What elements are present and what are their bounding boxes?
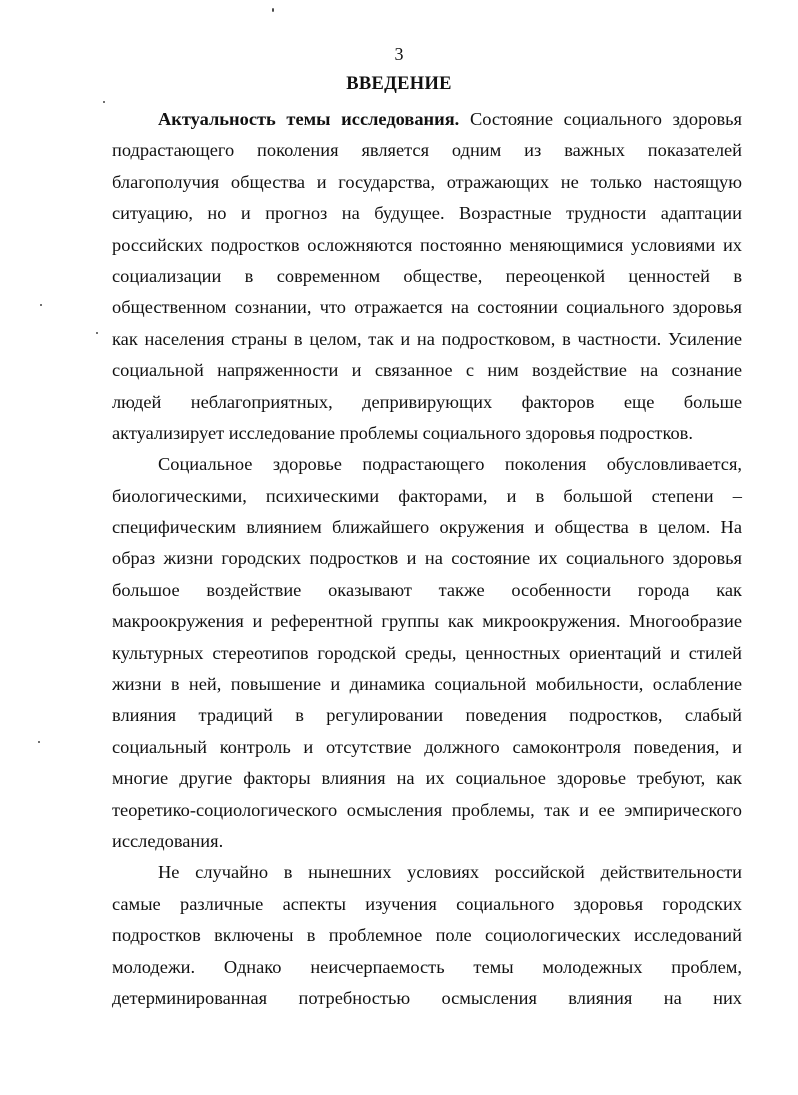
text-line: общественном сознании, что отражается на состоянии социального здоровья <box>112 297 742 318</box>
scan-speck <box>40 304 42 306</box>
text-line: как населения страны в целом, так и на подростковом, в частности. Усиление <box>112 328 742 349</box>
scan-speck <box>103 101 105 103</box>
paragraph-1 <box>112 104 742 449</box>
text-line: социальный контроль и отсутствие должного самоконтроля поведения, и <box>112 736 742 757</box>
text-line: Социальное здоровье подрастающего поколения обусловливается, <box>158 454 742 475</box>
text-line: исследования. <box>112 830 224 851</box>
scan-speck <box>272 8 274 12</box>
text-line: подрастающего поколения является одним из важных показателей <box>112 140 742 161</box>
scan-speck <box>96 332 98 334</box>
text-line-fragment: Состояние социального здоровья <box>459 109 743 129</box>
body-text <box>112 104 742 1014</box>
text-line: ситуацию, но и прогноз на будущее. Возрастные трудности адаптации <box>112 203 742 224</box>
text-line: подростков включены в проблемное поле социологических исследований <box>112 925 742 946</box>
text-line: социальной напряженности и связанное с ним воздействие на сознание <box>112 360 742 381</box>
section-title: ВВЕДЕНИЕ <box>346 74 452 94</box>
text-line: людей неблагоприятных, депривирующих факторов еще больше <box>112 391 742 412</box>
text-line <box>112 104 742 135</box>
paragraph-3 <box>112 857 742 1014</box>
scan-speck <box>38 741 40 743</box>
text-line: макроокружения и референтной группы как микроокружения. Многообразие <box>112 611 742 632</box>
text-line: российских подростков осложняются постоянно меняющимися условиями их <box>112 234 742 255</box>
text-line: актуализирует исследование проблемы социального здоровья подростков. <box>112 422 693 443</box>
text-line: детерминированная потребностью осмысления влияния на них <box>112 987 742 1008</box>
text-line: специфическим влиянием ближайшего окружения и общества в целом. На <box>112 517 742 538</box>
lead-bold-phrase: Актуальность темы исследования. <box>158 109 460 129</box>
text-line: социализации в современном обществе, переоценкой ценностей в <box>112 265 742 286</box>
text-line: молодежи. Однако неисчерпаемость темы молодежных проблем, <box>112 956 742 977</box>
text-line: жизни в ней, повышение и динамика социальной мобильности, ослабление <box>112 674 742 695</box>
text-line: Не случайно в нынешних условиях российской действительности <box>158 862 742 883</box>
text-line: многие другие факторы влияния на их социальное здоровье требуют, как <box>112 768 742 789</box>
text-line: культурных стереотипов городской среды, ценностных ориентаций и стилей <box>112 642 742 663</box>
text-line: самые различные аспекты изучения социального здоровья городских <box>112 893 742 914</box>
text-line: благополучия общества и государства, отражающих не только настоящую <box>112 171 742 192</box>
text-line: теоретико-социологического осмысления проблемы, так и ее эмпирического <box>112 799 742 820</box>
page-number: 3 <box>394 44 404 64</box>
text-line: влияния традиций в регулировании поведения подростков, слабый <box>112 705 742 726</box>
paragraph-2 <box>112 449 742 857</box>
text-line: большое воздействие оказывают также особенности города как <box>112 579 742 600</box>
text-line: биологическими, психическими факторами, и в большой степени – <box>112 485 742 506</box>
text-line: образ жизни городских подростков и на состояние их социального здоровья <box>112 548 742 569</box>
